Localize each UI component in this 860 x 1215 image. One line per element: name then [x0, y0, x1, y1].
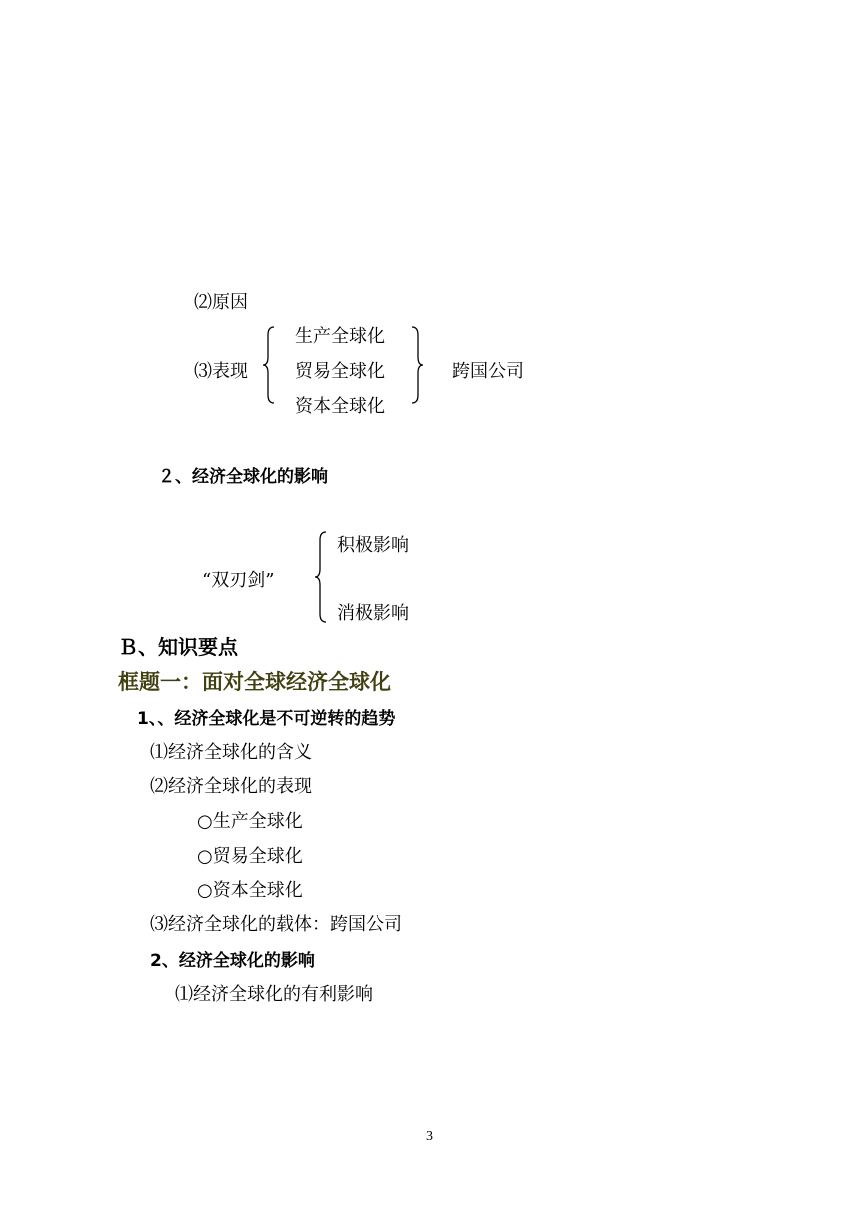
diagram1-item-production: 生产全球化 — [295, 326, 385, 347]
right-brace-icon — [410, 326, 426, 404]
diagram1-carrier: 跨国公司 — [452, 361, 524, 382]
forms-label: ⑶表现 — [194, 361, 248, 382]
page-number: 3 — [426, 1129, 433, 1144]
section-b-title: Ｂ、知识要点 — [118, 635, 238, 659]
diagram2-item-negative: 消极影响 — [337, 603, 409, 624]
point1-heading: 1、、经济全球化是不可逆转的趋势 — [137, 709, 396, 729]
topic-title: 框题一：面对全球经济全球化 — [118, 670, 391, 694]
form-item-production: ○生产全球化 — [197, 811, 303, 832]
point1-carrier: ⑶经济全球化的载体：跨国公司 — [150, 914, 402, 935]
diagram1-item-capital: 资本全球化 — [295, 396, 385, 417]
point1-meaning: ⑴经济全球化的含义 — [150, 742, 312, 763]
form-item-capital: ○资本全球化 — [197, 880, 303, 901]
point2-heading: 2、经济全球化的影响 — [150, 951, 315, 971]
double-edged-label: “双刃剑” — [202, 570, 275, 591]
cause-label: ⑵原因 — [194, 292, 248, 313]
diagram1-item-trade: 贸易全球化 — [295, 361, 385, 382]
diagram2-item-positive: 积极影响 — [337, 535, 409, 556]
section2-heading: ２、经济全球化的影响 — [158, 467, 328, 487]
point1-forms: ⑵经济全球化的表现 — [150, 776, 312, 797]
left-brace-icon — [262, 326, 278, 404]
form-item-trade: ○贸易全球化 — [197, 846, 303, 867]
left-brace-icon — [314, 531, 330, 623]
point2-positive: ⑴经济全球化的有利影响 — [175, 984, 373, 1005]
